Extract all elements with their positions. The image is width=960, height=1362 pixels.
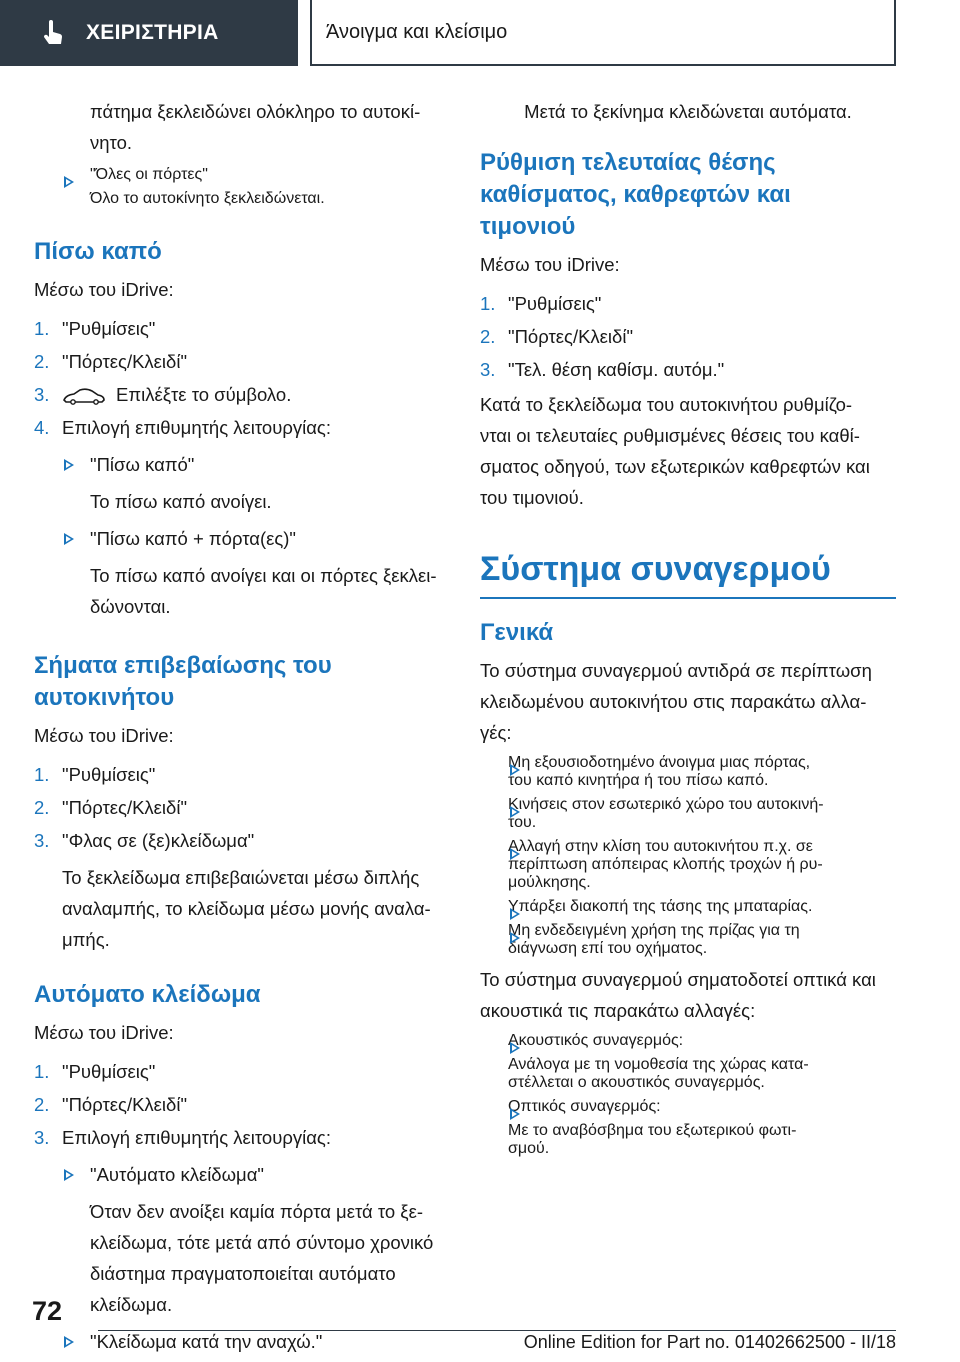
memory-note: Κατά το ξεκλείδωμα του αυτοκινήτου ρυθμίζο- νται οι τελευταίες ρυθμισμένες θέσεις του καθί- σματος οδηγού, των εξωτερικών καθρεφτών και του τιμονιού. [480,394,870,508]
bullet-item: Οπτικός συναγερμός: Με το αναβόσβημα του εξωτερικού φωτι- σμού. [480,1098,896,1158]
page-number: 72 [32,1296,63,1326]
list-item: 1. "Ρυθμίσεις" [34,318,156,339]
list-item: 1. "Ρυθμίσεις" [34,1061,156,1082]
continued-text: πάτημα ξεκλειδώνει ολόκληρο το αυτοκί- νητο. [90,101,421,153]
page-header [0,0,960,66]
via-idrive-text: Μέσω του iDrive: [34,279,174,300]
heading-confirmation: Σήματα επιβεβαίωσης του αυτοκινήτου [34,652,332,711]
section-tab[interactable] [0,0,298,66]
right-column [480,96,896,1158]
bullet-item: Ακουστικός συναγερμός: Ανάλογα με τη νομοθεσία της χώρας κατα- στέλλεται ο ακουστικός συναγερμός. [480,1032,896,1092]
page-footer [0,1290,960,1362]
footer-divider [98,1330,896,1331]
heading-trunk: Πίσω καπό [34,238,162,265]
heading-general: Γενικά [480,619,554,646]
continued-text: Μετά το ξεκίνημα κλειδώνεται αυτόματα. [524,101,852,122]
via-idrive-text: Μέσω του iDrive: [480,254,620,275]
edition-text: Online Edition for Part no. 01402662500 - II/18 [523,1332,896,1352]
list-item: 3. "Τελ. θέση καθίσμ. αυτόμ." [480,359,725,380]
bullet-item: "Όλες οι πόρτες" Όλο το αυτοκίνητο ξεκλειδώνεται. [34,166,452,208]
via-idrive-text: Μέσω του iDrive: [34,1022,174,1043]
hand-touch-icon [38,18,68,48]
memory-steps [480,288,896,385]
list-item: 4. Επιλογή επιθυμητής λειτουργίας: "Πίσω καπό" Το πίσω καπό ανοίγει. "Πίσω καπό + πόρτα(ες)" Το πίσω καπό ανοίγει και οι πόρτες ξεκλει- δώνονται. [34,412,452,622]
option-item: "Αυτόματο κλείδωμα" Όταν δεν ανοίξει καμία πόρτα μετά το ξε- κλείδωμα, τότε μετά από σύντομο χρονικό διάστημα πραγματοποιείται αυτόματο κλείδωμα. [62,1159,452,1320]
left-column [34,96,452,1357]
bullet-item: Μη ενδεδειγμένη χρήση της πρίζας για τη διάγνωση επί του οχήματος. [480,922,896,958]
heading-alarm-system: Σύστημα συναγερμού [480,547,896,599]
option-item: "Κλείδωμα κατά την αναχώ." [62,1326,452,1357]
option-item: "Πίσω καπό" Το πίσω καπό ανοίγει. [62,449,452,517]
list-item: 2. "Πόρτες/Κλειδί" [34,351,188,372]
list-item: 3. "Φλας σε (ξε)κλείδωμα" Το ξεκλείδωμα επιβεβαιώνεται μέσω διπλής αναλαμπής, το κλείδωμα μέσω μονής αναλα- μπής. [34,825,452,955]
option-item: "Πίσω καπό + πόρτα(ες)" Το πίσω καπό ανοίγει και οι πόρτες ξεκλει- δώνονται. [62,523,452,622]
signal-intro: Το σύστημα συναγερμού σηματοδοτεί οπτικά και ακουστικά τις παρακάτω αλλαγές: [480,969,876,1021]
list-item: 2. "Πόρτες/Κλειδί" [34,797,188,818]
via-idrive-text: Μέσω του iDrive: [34,725,174,746]
general-intro: Το σύστημα συναγερμού αντιδρά σε περίπτωση κλειδωμένου αυτοκινήτου στις παρακάτω αλλα- γές: [480,660,872,743]
topic-title: Άνοιγμα και κλείσιμο [326,20,508,43]
bullet-item: Κινήσεις στον εσωτερικό χώρο του αυτοκινή- του. [480,796,896,832]
heading-memory: Ρύθμιση τελευταίας θέσης καθίσματος, καθρεφτών και τιμονιού [480,149,791,240]
bullet-item: Αλλαγή στην κλίση του αυτοκινήτου π.χ. σε περίπτωση απόπειρας κλοπής τροχών ή ρυ- μούλκησης. [480,838,896,892]
heading-autolock: Αυτόματο κλείδωμα [34,981,261,1008]
list-item: 2. "Πόρτες/Κλειδί" [34,1094,188,1115]
bullet-item: Μη εξουσιοδοτημένο άνοιγμα μιας πόρτας, του καπό κινητήρα ή του πίσω καπό. [480,754,896,790]
section-title: ΧΕΙΡΙΣΤΗΡΙΑ [86,21,219,44]
list-item: 3. Επιλέξτε το σύμβολο. [34,384,292,405]
trunk-steps [34,313,452,622]
topic-tab[interactable] [310,0,896,66]
list-item: 2. "Πόρτες/Κλειδί" [480,326,634,347]
car-trunk-icon [62,386,106,406]
list-item: 3. Επιλογή επιθυμητής λειτουργίας: "Αυτόματο κλείδωμα" Όταν δεν ανοίξει καμία πόρτα μετά το ξε- κλείδωμα, τότε μετά από σύντομο χρονικό διάστημα πραγματοποιείται αυτόματο κλείδωμα. "Κλείδωμα κατά την αναχώ." [34,1122,452,1357]
bullet-item: Υπάρξει διακοπή της τάσης της μπαταρίας. [480,898,896,916]
list-item: 1. "Ρυθμίσεις" [34,764,156,785]
list-item: 1. "Ρυθμίσεις" [480,293,602,314]
confirm-steps [34,759,452,955]
confirm-note: Το ξεκλείδωμα επιβεβαιώνεται μέσω διπλής αναλαμπής, το κλείδωμα μέσω μονής αναλα- μπής. [62,867,431,950]
